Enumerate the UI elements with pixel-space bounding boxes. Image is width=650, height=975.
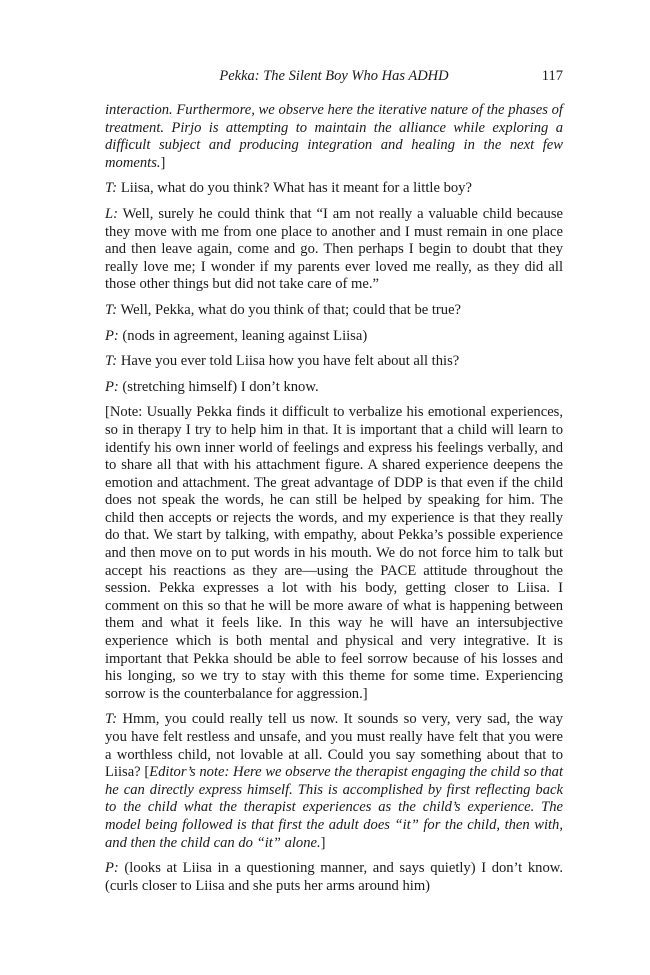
dialogue-text: (looks at Liisa in a questioning manner, and says quietly) I don’t know. (curls closer to Liisa and she puts her arms around him)	[105, 860, 563, 894]
bracket-close: ]	[160, 154, 166, 171]
dialogue-line	[105, 353, 563, 371]
speaker-label: P:	[105, 860, 119, 877]
therapist-note-text: [Note: Usually Pekka finds it difficult to verbalize his emotional experiences, so in therapy I try to help him in that. It is important that a child will learn to identify his own inner world of feelings and express his feelings verbally, and to share all that with his attachment figure. A shared experience deepens the emotion and attachment. The great advantage of DDP is that even if the child does not speak the words, he can still be helped by speaking for him. The child then accepts or rejects the words, and my experience is that they really do that. We start by talking, with empathy, about Pekka’s possible experience and then move on to put words in his mouth. We do not force him to talk but accept his reactions as they are—using the PACE attitude throughout the session. Pekka expresses a lot with his body, getting closer to Liisa. I comment on this so that he will be more aware of what is happening between them and what it feels like. In this way he will have an intersubjective experience which is both mental and physical and very integrative. It is important that Pekka should be able to feel sorrow because of his losses and his longing, so we try to stay with this theme for some time. Experiencing sorrow is the counterbalance for aggression.]	[105, 404, 563, 702]
dialogue-line	[105, 379, 563, 397]
therapist-note-paragraph	[105, 404, 563, 703]
body-text	[105, 102, 563, 895]
editor-note-italic: Editor’s note: Here we observe the therapist engaging the child so that he can directly express himself. This is accomplished by first reflecting back to the child what the therapist experiences as the child’s experience. The model being followed is that first the adult does “it” for the child, then with, and then the child can do “it” alone.	[105, 764, 564, 851]
running-header	[105, 68, 563, 88]
dialogue-text: Well, Pekka, what do you think of that; could that be true?	[117, 301, 462, 318]
paragraph-editor-note-continued	[105, 102, 563, 172]
speaker-label: T:	[105, 301, 118, 318]
dialogue-text: (stretching himself) I don’t know.	[118, 378, 319, 395]
bracket-close: ]	[320, 834, 326, 851]
dialogue-line	[105, 860, 563, 895]
dialogue-line	[105, 302, 563, 320]
dialogue-text: Liisa, what do you think? What has it meant for a little boy?	[117, 180, 472, 197]
dialogue-text: Well, surely he could think that “I am not really a valuable child because they move with me from one place to another and I must remain in one place and then leave again, come and go. Then perhaps I begin to doubt that they really love me; I wonder if my parents ever loved me really, as they did all those other things but did not take care of me.”	[105, 205, 563, 293]
speaker-label: P:	[105, 327, 119, 344]
dialogue-text: Hmm, you could really tell us now. It sounds so very, very sad, the way you have felt restless and unsafe, and you must really have felt that you were a worthless child, not lovable at all. Could you say something about that to Liisa? [	[105, 711, 563, 781]
speaker-label: L:	[105, 205, 118, 222]
dialogue-text: (nods in agreement, leaning against Liisa)	[118, 327, 368, 344]
dialogue-line	[105, 206, 563, 294]
dialogue-line	[105, 328, 563, 346]
page-number: 117	[541, 68, 563, 84]
speaker-label: T:	[105, 711, 118, 728]
speaker-label: P:	[105, 378, 119, 395]
dialogue-line	[105, 711, 563, 852]
book-page	[105, 68, 563, 903]
editor-note-italic: interaction. Furthermore, we observe here the iterative nature of the phases of treatment. Pirjo is attempting to maintain the alliance while exploring a difficult subject and producing integration and healing in the next few moments.	[105, 102, 563, 171]
dialogue-line	[105, 180, 563, 198]
speaker-label: T:	[105, 180, 118, 197]
running-head-title: Pekka: The Silent Boy Who Has ADHD	[219, 68, 449, 84]
speaker-label: T:	[105, 353, 118, 370]
dialogue-text: Have you ever told Liisa how you have felt about all this?	[117, 353, 460, 370]
